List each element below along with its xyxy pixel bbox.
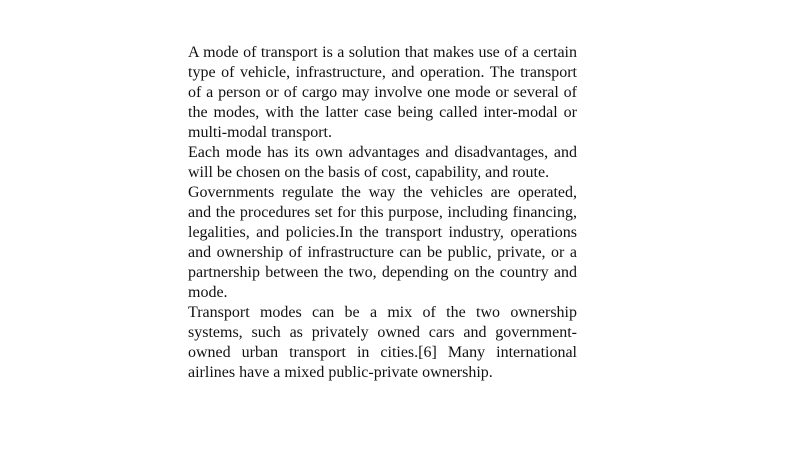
paragraph-transport-mode: A mode of transport is a solution that makes use of a certain type of vehicle, infrastructure, and operation. The transport of a person or of cargo may involve one mode or several of the modes, with the latter case being called inter-modal or multi-modal transport. — [188, 44, 577, 141]
paragraph-regulation: Governments regulate the way the vehicles are operated, and the procedures set for this purpose, including financing, legalities, and policies.In the transport industry, operations and ownership of infrastructure can be public, private, or a partnership between the two, depending on the country and mode. — [188, 184, 577, 301]
paragraph-advantages: Each mode has its own advantages and disadvantages, and will be chosen on the basis of cost, capability, and route. — [188, 144, 577, 181]
document-body — [188, 43, 577, 383]
paragraph-ownership: Transport modes can be a mix of the two ownership systems, such as privately owned cars and government-owned urban transport in cities.[6] Many international airlines have a mixed public-private ownership. — [188, 304, 577, 381]
